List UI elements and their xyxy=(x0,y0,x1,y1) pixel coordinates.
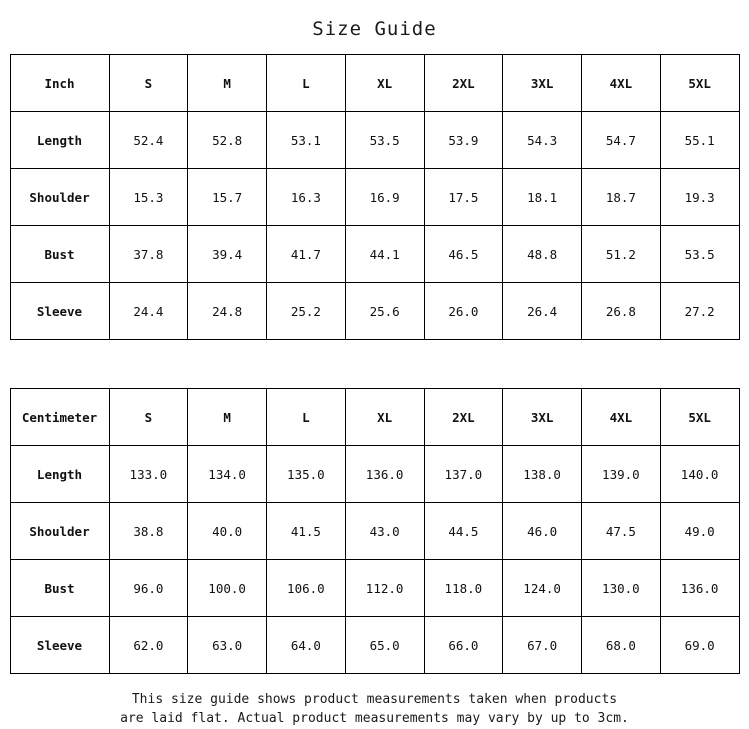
unit-label: Inch xyxy=(10,55,109,112)
size-header: 4XL xyxy=(582,55,661,112)
measure-value: 139.0 xyxy=(582,446,661,503)
measure-value: 18.1 xyxy=(503,169,582,226)
measure-value: 64.0 xyxy=(267,617,346,674)
footnote xyxy=(0,674,749,728)
measure-value: 55.1 xyxy=(660,112,739,169)
size-header: XL xyxy=(345,55,424,112)
measure-value: 47.5 xyxy=(582,503,661,560)
inch-size-table xyxy=(10,54,740,340)
measure-label: Bust xyxy=(10,226,109,283)
measure-value: 48.8 xyxy=(503,226,582,283)
measure-value: 16.3 xyxy=(267,169,346,226)
measure-value: 15.7 xyxy=(188,169,267,226)
measure-value: 140.0 xyxy=(660,446,739,503)
measure-value: 54.7 xyxy=(582,112,661,169)
table-row xyxy=(10,112,739,169)
table-spacer xyxy=(0,340,749,388)
measure-value: 46.5 xyxy=(424,226,503,283)
measure-value: 24.4 xyxy=(109,283,188,340)
measure-value: 26.4 xyxy=(503,283,582,340)
size-header: 5XL xyxy=(660,389,739,446)
measure-value: 133.0 xyxy=(109,446,188,503)
measure-label: Length xyxy=(10,446,109,503)
table-row xyxy=(10,503,739,560)
size-header: L xyxy=(267,55,346,112)
size-header: S xyxy=(109,55,188,112)
measure-value: 112.0 xyxy=(345,560,424,617)
measure-value: 54.3 xyxy=(503,112,582,169)
size-header: M xyxy=(188,389,267,446)
measure-label: Shoulder xyxy=(10,169,109,226)
measure-value: 26.8 xyxy=(582,283,661,340)
measure-value: 68.0 xyxy=(582,617,661,674)
page-title: Size Guide xyxy=(312,18,437,40)
size-header: 3XL xyxy=(503,389,582,446)
table-header-row xyxy=(10,389,739,446)
table-row xyxy=(10,560,739,617)
measure-label: Sleeve xyxy=(10,617,109,674)
size-header: 2XL xyxy=(424,389,503,446)
measure-value: 16.9 xyxy=(345,169,424,226)
measure-value: 53.5 xyxy=(345,112,424,169)
size-header: XL xyxy=(345,389,424,446)
measure-value: 38.8 xyxy=(109,503,188,560)
measure-value: 130.0 xyxy=(582,560,661,617)
unit-label: Centimeter xyxy=(10,389,109,446)
measure-value: 44.1 xyxy=(345,226,424,283)
measure-value: 53.1 xyxy=(267,112,346,169)
measure-value: 18.7 xyxy=(582,169,661,226)
size-header: L xyxy=(267,389,346,446)
measure-label: Length xyxy=(10,112,109,169)
measure-value: 63.0 xyxy=(188,617,267,674)
measure-value: 136.0 xyxy=(345,446,424,503)
measure-value: 53.9 xyxy=(424,112,503,169)
measure-value: 62.0 xyxy=(109,617,188,674)
size-header: S xyxy=(109,389,188,446)
measure-value: 67.0 xyxy=(503,617,582,674)
measure-value: 136.0 xyxy=(660,560,739,617)
measure-value: 46.0 xyxy=(503,503,582,560)
measure-value: 134.0 xyxy=(188,446,267,503)
measure-value: 19.3 xyxy=(660,169,739,226)
table-header-row xyxy=(10,55,739,112)
measure-value: 66.0 xyxy=(424,617,503,674)
table-row xyxy=(10,169,739,226)
measure-label: Bust xyxy=(10,560,109,617)
measure-value: 51.2 xyxy=(582,226,661,283)
measure-value: 39.4 xyxy=(188,226,267,283)
measure-value: 138.0 xyxy=(503,446,582,503)
measure-label: Sleeve xyxy=(10,283,109,340)
measure-value: 41.7 xyxy=(267,226,346,283)
measure-value: 15.3 xyxy=(109,169,188,226)
measure-value: 135.0 xyxy=(267,446,346,503)
size-header: 2XL xyxy=(424,55,503,112)
measure-value: 24.8 xyxy=(188,283,267,340)
measure-value: 53.5 xyxy=(660,226,739,283)
measure-value: 124.0 xyxy=(503,560,582,617)
table-row xyxy=(10,226,739,283)
measure-value: 69.0 xyxy=(660,617,739,674)
centimeter-size-table xyxy=(10,388,740,674)
measure-value: 17.5 xyxy=(424,169,503,226)
measure-value: 118.0 xyxy=(424,560,503,617)
measure-value: 52.8 xyxy=(188,112,267,169)
measure-value: 26.0 xyxy=(424,283,503,340)
measure-value: 137.0 xyxy=(424,446,503,503)
measure-value: 106.0 xyxy=(267,560,346,617)
measure-value: 52.4 xyxy=(109,112,188,169)
size-header: 5XL xyxy=(660,55,739,112)
measure-value: 100.0 xyxy=(188,560,267,617)
measure-value: 49.0 xyxy=(660,503,739,560)
footnote-line-2: are laid flat. Actual product measurements may vary by up to 3cm. xyxy=(120,711,629,726)
measure-value: 41.5 xyxy=(267,503,346,560)
measure-value: 65.0 xyxy=(345,617,424,674)
size-header: 4XL xyxy=(582,389,661,446)
measure-value: 25.2 xyxy=(267,283,346,340)
measure-value: 27.2 xyxy=(660,283,739,340)
table-row xyxy=(10,283,739,340)
measure-value: 96.0 xyxy=(109,560,188,617)
measure-value: 37.8 xyxy=(109,226,188,283)
measure-label: Shoulder xyxy=(10,503,109,560)
size-header: M xyxy=(188,55,267,112)
table-row xyxy=(10,446,739,503)
measure-value: 40.0 xyxy=(188,503,267,560)
table-row xyxy=(10,617,739,674)
measure-value: 44.5 xyxy=(424,503,503,560)
measure-value: 25.6 xyxy=(345,283,424,340)
footnote-line-1: This size guide shows product measurements taken when products xyxy=(131,692,618,707)
size-header: 3XL xyxy=(503,55,582,112)
measure-value: 43.0 xyxy=(345,503,424,560)
